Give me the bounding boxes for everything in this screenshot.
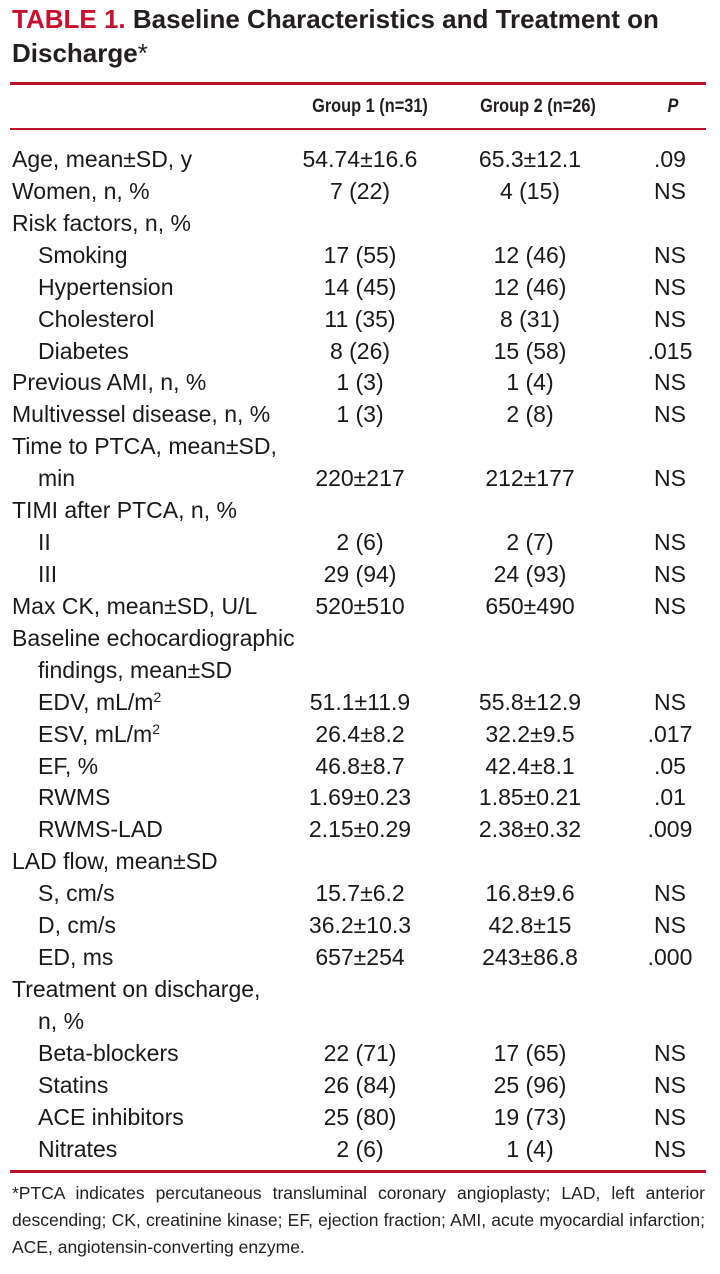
table-row — [0, 1037, 720, 1069]
p-value: NS — [654, 369, 686, 396]
row-label-text: Hypertension — [38, 273, 174, 300]
group1-value: 2 (6) — [336, 529, 384, 556]
group2-value: 12 (46) — [493, 241, 567, 268]
p-value: NS — [654, 1039, 686, 1066]
group2-value: 42.4±8.1 — [485, 752, 575, 779]
p-value: NS — [654, 273, 686, 300]
group1-value: 220±217 — [315, 465, 405, 492]
group1-value: 1 (3) — [336, 401, 384, 428]
row-label-text: III — [38, 560, 58, 587]
group1-value: 54.74±16.6 — [302, 146, 418, 172]
row-label-text: Multivessel disease, n, % — [12, 401, 271, 428]
table-title-text: Baseline Characteristics and Treatment on Discharge — [12, 4, 659, 68]
table-row — [0, 590, 720, 622]
group2-value: 2 (7) — [506, 529, 554, 556]
table-row — [0, 718, 720, 750]
group2-value: 12 (46) — [493, 273, 567, 300]
p-value: NS — [654, 177, 686, 204]
group1-value: 51.1±11.9 — [309, 688, 411, 715]
table-row — [0, 335, 720, 367]
row-label-text: Nitrates — [38, 1135, 118, 1162]
row-label — [12, 143, 192, 175]
row-label — [12, 175, 150, 207]
row-label — [12, 622, 295, 654]
group1-value: 36.2±10.3 — [308, 912, 412, 939]
table-footnote: *PTCA indicates percutaneous transluminal coronary angioplasty; LAD, left anterior descending; CK, creatinine kinase; EF, ejection fraction; AMI, acute myocardial infarction; ACE, angiotensin-converting enzyme. — [12, 1183, 705, 1257]
table-row — [0, 909, 720, 941]
table-row — [0, 1133, 720, 1165]
unit-superscript: 2 — [153, 688, 162, 705]
group1-value: 17 (55) — [323, 241, 397, 268]
p-value: .05 — [654, 752, 686, 779]
table-row — [0, 558, 720, 590]
row-label-text: Previous AMI, n, % — [12, 369, 207, 396]
group2-value: 17 (65) — [493, 1039, 567, 1066]
table-row — [0, 1069, 720, 1101]
row-label-text: Diabetes — [38, 337, 129, 364]
column-header-p: P — [667, 96, 679, 117]
group2-value: 16.8±9.6 — [485, 880, 575, 907]
row-label — [38, 654, 232, 686]
group1-value: 26.4±8.2 — [315, 720, 405, 747]
table-row — [0, 398, 720, 430]
group2-value: 4 (15) — [499, 177, 561, 204]
row-label — [38, 1101, 184, 1133]
row-label-text: Time to PTCA, mean±SD, — [12, 433, 277, 460]
group2-value: 15 (58) — [493, 337, 567, 364]
group1-value: 1 (3) — [336, 369, 384, 396]
group1-value: 25 (80) — [323, 1103, 397, 1130]
group1-value: 657±254 — [315, 944, 405, 971]
row-label-text: Smoking — [38, 241, 128, 268]
row-label — [38, 1069, 108, 1101]
row-label — [12, 398, 270, 430]
row-label-text: EDV, mL/m — [38, 688, 154, 715]
p-value: NS — [654, 1103, 686, 1130]
row-label — [12, 430, 277, 462]
table-row — [0, 877, 720, 909]
group2-value: 42.8±15 — [488, 912, 572, 939]
table-number: TABLE 1. — [12, 4, 126, 34]
row-label — [12, 973, 260, 1005]
table-row — [0, 1101, 720, 1133]
row-label — [12, 590, 257, 622]
p-value: NS — [654, 529, 686, 556]
table-row — [0, 845, 720, 877]
table-row — [0, 622, 720, 654]
row-label-text: Statins — [38, 1071, 109, 1098]
row-label-text: Treatment on discharge, — [12, 975, 261, 1002]
table-row — [0, 207, 720, 239]
column-header-group2: Group 2 (n=26) — [480, 96, 596, 117]
row-label — [38, 335, 129, 367]
row-label-text: ED, ms — [38, 944, 114, 971]
row-label — [38, 909, 116, 941]
table-row — [0, 654, 720, 686]
row-label-text: D, cm/s — [38, 912, 116, 939]
group2-value: 2.38±0.32 — [478, 816, 582, 843]
group1-value: 29 (94) — [323, 560, 397, 587]
p-value: NS — [654, 465, 686, 492]
row-label — [38, 877, 115, 909]
row-label-text: findings, mean±SD — [38, 656, 233, 683]
row-label — [38, 750, 98, 782]
row-label-text: Risk factors, n, % — [12, 209, 191, 236]
row-label-text: Beta-blockers — [38, 1039, 179, 1066]
p-value: NS — [654, 241, 686, 268]
row-label-text: RWMS-LAD — [38, 816, 163, 843]
group2-value: 32.2±9.5 — [485, 720, 575, 747]
group1-value: 8 (26) — [329, 337, 391, 364]
row-label-text: EF, % — [38, 752, 99, 779]
group1-value: 22 (71) — [323, 1039, 397, 1066]
table-row — [0, 462, 720, 494]
row-label-text: RWMS — [38, 784, 111, 811]
table-row — [0, 366, 720, 398]
row-label — [38, 1133, 117, 1165]
row-label — [38, 1005, 84, 1037]
group1-value: 15.7±6.2 — [315, 880, 405, 907]
p-value: .017 — [647, 720, 693, 747]
row-label-text: ACE inhibitors — [38, 1103, 184, 1130]
row-label — [12, 845, 218, 877]
table-row — [0, 973, 720, 1005]
table-row — [0, 143, 720, 175]
p-value: .09 — [654, 146, 686, 172]
table-row — [0, 175, 720, 207]
group2-value: 2 (8) — [506, 401, 554, 428]
unit-superscript: 2 — [152, 720, 160, 737]
group1-value: 2 (6) — [336, 1135, 384, 1162]
table-row — [0, 271, 720, 303]
p-value: NS — [654, 1135, 686, 1162]
row-label — [38, 462, 75, 494]
table-body — [0, 143, 720, 1165]
table-row — [0, 526, 720, 558]
table-row — [0, 686, 720, 718]
row-label — [38, 941, 113, 973]
p-value: NS — [654, 880, 686, 907]
row-label-text: Cholesterol — [38, 305, 155, 332]
row-label-text: ESV, mL/m — [38, 720, 153, 747]
group1-value: 46.8±8.7 — [315, 752, 405, 779]
p-value: NS — [654, 305, 686, 332]
table-row — [0, 941, 720, 973]
row-label-text: min — [38, 465, 76, 492]
group1-value: 26 (84) — [323, 1071, 397, 1098]
group2-value: 243±86.8 — [482, 944, 578, 971]
group2-value: 1 (4) — [506, 1135, 554, 1162]
row-label — [12, 207, 191, 239]
row-label-text: S, cm/s — [38, 880, 115, 907]
row-label — [12, 366, 206, 398]
p-value: .009 — [647, 816, 693, 843]
row-label-text: II — [38, 529, 51, 556]
p-value: NS — [654, 592, 686, 619]
row-label — [38, 1037, 179, 1069]
row-label — [38, 813, 163, 845]
table-top-rule — [10, 82, 706, 85]
table-row — [0, 750, 720, 782]
table-bottom-rule — [10, 1170, 706, 1173]
group1-value: 7 (22) — [329, 177, 391, 204]
table-row — [0, 239, 720, 271]
group1-value: 2.15±0.29 — [308, 816, 412, 843]
table-header-rule — [10, 128, 706, 130]
column-header-group1: Group 1 (n=31) — [312, 96, 428, 117]
table-row — [0, 494, 720, 526]
table-row — [0, 813, 720, 845]
p-value: NS — [654, 912, 686, 939]
row-label — [38, 781, 110, 813]
footnote-marker: * — [137, 38, 148, 68]
group1-value: 11 (35) — [324, 305, 396, 332]
group2-value: 19 (73) — [493, 1103, 567, 1130]
table-row — [0, 1005, 720, 1037]
p-value: .015 — [647, 337, 693, 364]
row-label — [38, 303, 154, 335]
table-title — [12, 2, 712, 70]
row-label — [12, 494, 237, 526]
p-value: NS — [654, 560, 686, 587]
p-value: NS — [654, 1071, 686, 1098]
p-value: NS — [654, 401, 686, 428]
row-label — [38, 526, 51, 558]
row-label-text: Age, mean±SD, y — [12, 146, 193, 172]
row-label — [38, 558, 57, 590]
row-label-text: TIMI after PTCA, n, % — [12, 497, 237, 524]
row-label — [38, 239, 127, 271]
row-label-text: n, % — [38, 1007, 85, 1034]
p-value: NS — [654, 688, 686, 715]
group2-value: 1 (4) — [506, 369, 554, 396]
table-row — [0, 781, 720, 813]
group1-value: 1.69±0.23 — [308, 784, 412, 811]
row-label — [38, 718, 160, 750]
group2-value: 1.85±0.21 — [478, 784, 582, 811]
p-value: .000 — [647, 944, 693, 971]
group2-value: 65.3±12.1 — [478, 146, 582, 172]
row-label-text: Baseline echocardiographic — [12, 624, 295, 651]
group2-value: 25 (96) — [493, 1071, 567, 1098]
group2-value: 650±490 — [485, 592, 575, 619]
group1-value: 520±510 — [315, 592, 405, 619]
row-label-text: Women, n, % — [12, 177, 150, 204]
row-label — [38, 686, 161, 718]
group2-value: 24 (93) — [493, 560, 567, 587]
table-row — [0, 430, 720, 462]
group1-value: 14 (45) — [323, 273, 397, 300]
group2-value: 8 (31) — [499, 305, 561, 332]
group2-value: 55.8±12.9 — [478, 688, 582, 715]
row-label-text: LAD flow, mean±SD — [12, 848, 218, 875]
p-value: .01 — [654, 784, 686, 811]
group2-value: 212±177 — [485, 465, 575, 492]
row-label — [38, 271, 174, 303]
row-label-text: Max CK, mean±SD, U/L — [12, 592, 258, 619]
table-row — [0, 303, 720, 335]
